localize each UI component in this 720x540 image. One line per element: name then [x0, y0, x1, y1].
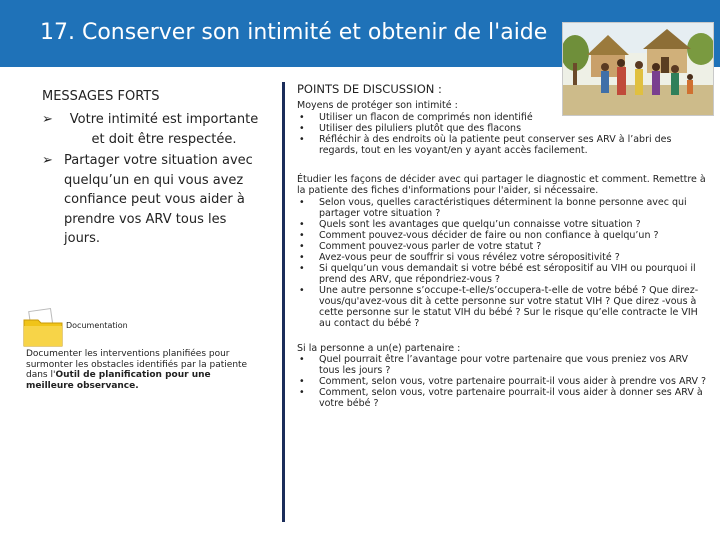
list-item: • Une autre personne s’occupe-t-elle/s’occupera-t-elle de votre bébé ? Que direz-vous/qu'avez-vous dit à cette personne sur votre statut VIH ? Que direz -vous à cette personne sur le statut VIH du bébé ? Sur le risque qu’elle contracte le VIH au contact du bébé ? [297, 285, 707, 329]
discussion-points [297, 82, 707, 409]
list-item: • Comment pouvez-vous parler de votre statut ? [297, 241, 707, 252]
privacy-list [297, 112, 707, 156]
section-privacy-intro: Moyens de protéger son intimité : [297, 100, 458, 111]
list-item [42, 151, 264, 249]
list-item: • Quel pourrait être l’avantage pour votre partenaire que vous preniez vos ARV tous les jours ? [297, 354, 707, 376]
arrow-bullet-icon: ➢ [42, 153, 53, 168]
disclosure-list [297, 197, 707, 329]
list-item: • Comment, selon vous, votre partenaire pourrait-il vous aider à donner ses ARV à votre bébé ? [297, 387, 707, 409]
column-divider [282, 82, 285, 522]
message-text: Partager votre situation avec quelqu’un en qui vous avez confiance peut vous aider à prendre vos ARV tous les jours. [64, 153, 253, 246]
arrow-bullet-icon: ➢ [42, 112, 53, 127]
section-disclosure-intro: Étudier les façons de décider avec qui partager le diagnostic et comment. Remettre à la patiente des fiches d'informations pour l'aider, si nécessaire. [297, 173, 706, 196]
list-item: • Utiliser des piluliers plutôt que des flacons [297, 123, 707, 134]
list-item: • Comment, selon vous, votre partenaire pourrait-il vous aider à prendre vos ARV ? [297, 376, 707, 387]
strong-messages-list [42, 110, 264, 251]
section-partner-intro: Si la personne a un(e) partenaire : [297, 342, 461, 354]
list-item: • Si quelqu’un vous demandait si votre bébé est séropositif au VIH ou pourquoi il prend des ARV, que répondriez-vous ? [297, 263, 707, 285]
documentation-text-plain: Documenter les interventions planifiées pour surmonter les obstacles identifiés par la patiente dans l' [26, 349, 248, 380]
documentation-label: Documentation [66, 321, 128, 330]
list-item: • Quels sont les avantages que quelqu’un connaisse votre situation ? [297, 219, 707, 230]
folder-icon [22, 308, 66, 348]
list-item [42, 110, 264, 149]
documentation-text [26, 349, 252, 391]
partner-list [297, 354, 707, 409]
documentation-tool-name: Outil de planification pour une meilleure observance. [26, 370, 211, 391]
list-item: • Comment pouvez-vous décider de faire ou non confiance à quelqu’un ? [297, 230, 707, 241]
discussion-heading: POINTS DE DISCUSSION : [297, 82, 442, 96]
list-item: • Utiliser un flacon de comprimés non identifié [297, 112, 707, 123]
message-text: Votre intimité est importante et doit être respectée. [69, 112, 259, 147]
strong-messages-heading: MESSAGES FORTS [42, 89, 160, 104]
list-item: • Selon vous, quelles caractéristiques déterminent la bonne personne avec qui partager votre situation ? [297, 197, 707, 219]
list-item: • Réfléchir à des endroits où la patiente peut conserver ses ARV à l’abri des regards, tout en les voyant/en y ayant accès facilement. [297, 134, 707, 156]
page-title: 17. Conserver son intimité et obtenir de l'aide [40, 20, 548, 45]
list-item: • Avez-vous peur de souffrir si vous révélez votre séropositivité ? [297, 252, 707, 263]
